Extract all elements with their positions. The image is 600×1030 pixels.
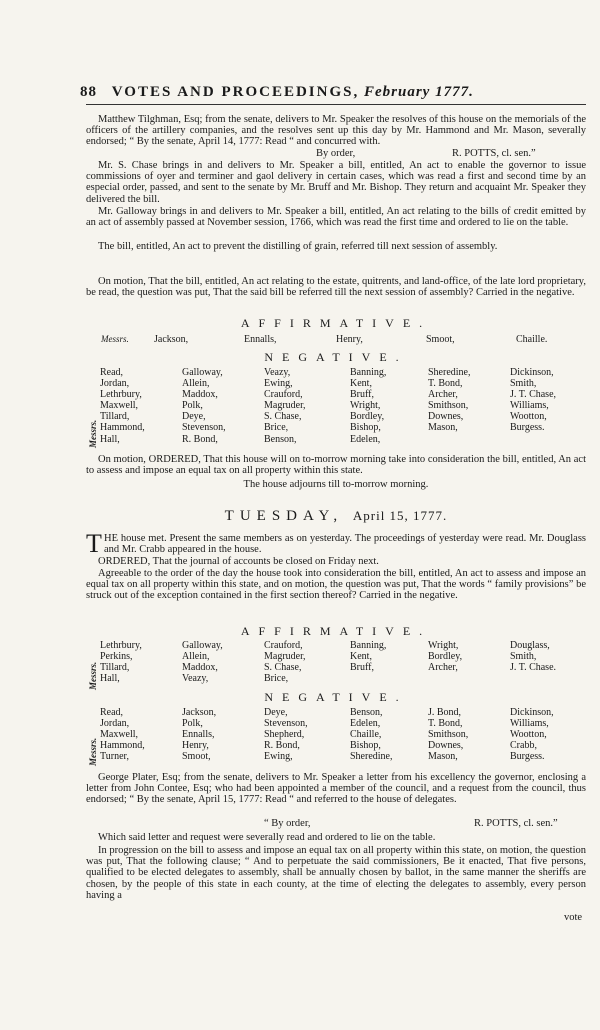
name: J. Bond,: [428, 707, 462, 718]
drop-cap: T: [86, 529, 102, 558]
name: Galloway,: [182, 640, 223, 651]
name: Crabb,: [510, 740, 537, 752]
name: Perkins,: [100, 651, 133, 663]
ordered-text: That this house will on to-morrow morning take into consideration the bill, entitled, An act to assess and impose an equal tax on all property within this state.: [86, 454, 587, 477]
negative-heading: NEGATIVE.: [264, 350, 408, 364]
name: Jackson,: [154, 334, 189, 345]
paragraph-tilghman: Matthew Tilghman, Esq; from the senate, delivers to Mr. Speaker the resolves of this house on the memorials of the officers of the artillery companies, and the resolves sent up this day by Mr. Hammond and Mr. Mason, severally endorsed; “ By the senate, April 14, 1777: Read “ and concurred with.: [86, 114, 586, 148]
name: Hall,: [100, 433, 120, 445]
name-column: [100, 367, 145, 445]
header-rule: [86, 104, 586, 105]
name: Burgess.: [510, 422, 545, 434]
motion-lead: On motion,: [98, 454, 146, 465]
name-column: [100, 707, 145, 762]
running-title: VOTES AND PROCEEDINGS,: [111, 84, 360, 100]
name: Smithson,: [428, 729, 469, 741]
name: Turner,: [100, 751, 129, 763]
name: T. Bond,: [428, 378, 463, 390]
paragraph-distilling: The bill, entitled, An act to prevent the distilling of grain, referred till next session of assembly.: [98, 241, 498, 252]
name: Banning,: [350, 640, 387, 651]
name: Polk,: [182, 400, 203, 412]
name: Ennalls,: [182, 729, 215, 741]
name: Tillard,: [100, 411, 130, 423]
name: Burgess.: [510, 751, 545, 763]
name: Williams,: [510, 400, 549, 412]
vote1-affirmative-row: [86, 334, 586, 346]
ordered-text: That the journal of accounts be closed on Friday next.: [152, 556, 379, 567]
name: J. T. Chase,: [510, 389, 557, 401]
name: Banning,: [350, 367, 387, 378]
name: Jordan,: [100, 718, 130, 730]
page-number: 88: [80, 84, 97, 100]
name: Ewing,: [264, 751, 293, 763]
name: Williams,: [510, 718, 549, 730]
paragraph-galloway-bill: Mr. Galloway brings in and delivers to Mr. Speaker a bill, entitled, An act relating to the bills of credit emitted by an act of assembly passed at November session, 1766, which was read the first time and ordered to lie on the table.: [86, 206, 586, 229]
day-name: TUESDAY,: [224, 508, 344, 524]
name-column: [510, 640, 556, 673]
day-date: April 15, 1777.: [352, 508, 448, 523]
name: Chaille,: [350, 729, 382, 741]
name: Mason,: [428, 751, 458, 763]
name: Archer,: [428, 389, 458, 401]
name: Maddox,: [182, 389, 218, 401]
name-column: [428, 707, 468, 762]
paragraph-ordered-consideration: [86, 454, 586, 476]
paragraph-order-of-day: Agreeable to the order of the day the house took into consideration the bill, entitled, An act to assess and impose an equal tax on all property within this state, and on motion, the question was put, That the words “ family provisions” be struck out of the exception contained in the first section thereof? Carried in the negative.: [86, 568, 586, 602]
name: Lethrbury,: [100, 640, 142, 651]
signature-by-order-2: “ By order,: [264, 818, 311, 829]
name: Kent,: [350, 651, 372, 663]
name-column: [510, 707, 554, 762]
name: Polk,: [182, 718, 203, 730]
name: Magruder,: [264, 400, 306, 412]
running-date: February 1777.: [364, 84, 474, 100]
vote2-negative-grid: [86, 707, 586, 765]
name-column: [350, 367, 386, 445]
name: Bordley,: [428, 651, 463, 663]
adjourn-line: The house adjourns till to-morrow morning.: [243, 479, 429, 490]
ordered-label: ORDERED,: [98, 556, 151, 567]
name: Crauford,: [264, 389, 303, 401]
name: Benson,: [264, 433, 297, 445]
name: Brice,: [264, 673, 289, 685]
name: Dickinson,: [510, 367, 554, 378]
name: Bordley,: [350, 411, 385, 423]
name: Shepherd,: [264, 729, 305, 741]
name-column: [428, 367, 471, 434]
name: J. T. Chase.: [510, 662, 557, 674]
name: Crauford,: [264, 640, 303, 651]
name: Maddox,: [182, 662, 218, 674]
name-column: [182, 640, 223, 684]
name-column: [510, 367, 556, 434]
name: Douglass,: [510, 640, 550, 651]
name: Henry,: [336, 334, 363, 345]
name: Wright,: [428, 640, 459, 651]
affirmative-heading: AFFIRMATIVE.: [240, 316, 432, 330]
name: Benson,: [350, 707, 383, 718]
name: Smith,: [510, 378, 537, 390]
name: T. Bond,: [428, 718, 463, 730]
name-column: [350, 640, 386, 673]
name: Lethrbury,: [100, 389, 142, 401]
name: Jackson,: [182, 707, 217, 718]
name-column: [264, 707, 308, 762]
name: Maxwell,: [100, 729, 139, 741]
paragraph-plater-letter: George Plater, Esq; from the senate, delivers to Mr. Speaker a letter from his excellency the governor, enclosing a letter from John Contee, Esq; who had been appointed a member of the council, and a request from the council, thus endorsed; “ By the senate, April 15, 1777: Read “ and referred to the house of delegates.: [86, 772, 586, 806]
name: Wootton,: [510, 729, 547, 741]
name: Veazy,: [264, 367, 291, 378]
signature-potts: R. POTTS, cl. sen.”: [452, 148, 536, 159]
name-column: [428, 640, 462, 673]
paragraph-motion-estate: On motion, That the bill, entitled, An act relating to the estate, quitrents, and land-office, of the late lord proprietary, be read, the question was put, That the said bill be referred till the next session of assembly? Carried in the negative.: [86, 276, 586, 299]
vote1-negative-grid: [86, 367, 586, 447]
name: Tillard,: [100, 662, 130, 674]
ordered-label: ORDERED,: [148, 454, 201, 465]
name: Allein,: [182, 378, 210, 390]
name: Read,: [100, 367, 124, 378]
name: Sheredine,: [350, 751, 393, 763]
name: Brice,: [264, 422, 289, 434]
paragraph-house-met: HE house met. Present the same members as on yesterday. The proceedings of yesterday were read. Mr. Douglass and Mr. Crabb appeared in the house.: [104, 533, 586, 556]
name: Ewing,: [264, 378, 293, 390]
name: Sheredine,: [428, 367, 471, 378]
name: Magruder,: [264, 651, 306, 663]
name-column: [264, 640, 306, 684]
name: Hammond,: [100, 740, 145, 752]
name-column: [182, 707, 216, 762]
name: Smoot,: [426, 334, 455, 345]
name: Stevenson,: [182, 422, 226, 434]
name: Archer,: [428, 662, 458, 674]
catchword: vote: [564, 912, 583, 923]
name: Bishop,: [350, 740, 381, 752]
name: Hall,: [100, 673, 120, 685]
name: Mason,: [428, 422, 458, 434]
name: Read,: [100, 707, 124, 718]
messrs-label: Messrs.: [101, 334, 129, 344]
name: Bishop,: [350, 422, 381, 434]
name: Wright,: [350, 400, 381, 412]
name: Deye,: [182, 411, 206, 423]
name: S. Chase,: [264, 411, 302, 423]
signature-by-order: By order,: [316, 148, 356, 159]
affirmative-heading-2: AFFIRMATIVE.: [240, 624, 432, 638]
name: R. Bond,: [182, 433, 218, 445]
name: Chaille.: [516, 334, 548, 345]
day-heading: [86, 508, 586, 525]
messrs-side-label-3: Messrs.: [88, 737, 98, 766]
name: Allein,: [182, 651, 210, 663]
name-column: [100, 640, 142, 684]
name: Jordan,: [100, 378, 130, 390]
name-column: [264, 367, 306, 445]
name: Edelen,: [350, 433, 381, 445]
name: Ennalls,: [244, 334, 277, 345]
name: Wootton,: [510, 411, 547, 423]
negative-heading-2: NEGATIVE.: [264, 690, 408, 704]
name: Stevenson,: [264, 718, 308, 730]
messrs-side-label: Messrs.: [88, 419, 98, 448]
paragraph-ordered-journal: [86, 556, 586, 567]
name: Hammond,: [100, 422, 145, 434]
messrs-side-label-2: Messrs.: [88, 661, 98, 690]
name: Smoot,: [182, 751, 211, 763]
name: Veazy,: [182, 673, 209, 685]
name: Deye,: [264, 707, 288, 718]
name-column: [182, 367, 226, 445]
name: Downes,: [428, 411, 464, 423]
name: R. Bond,: [264, 740, 300, 752]
name: Edelen,: [350, 718, 381, 730]
paragraph-chase-bill: Mr. S. Chase brings in and delivers to Mr. Speaker a bill, entitled, An act to enable the governor to issue commissions of oyer and terminer and gaol delivery in certain cases, which was read a first and second time by an especial order, passed, and sent to the senate by Mr. Bruff and Mr. Bishop. They return and acquaint Mr. Speaker they delivered the bill.: [86, 160, 586, 205]
name: Bruff,: [350, 389, 374, 401]
paragraph-letter-read: Which said letter and request were severally read and ordered to lie on the table.: [98, 832, 436, 843]
name: Bruff,: [350, 662, 374, 674]
name-column: [350, 707, 393, 762]
name: Dickinson,: [510, 707, 554, 718]
name: Smith,: [510, 651, 537, 663]
name: Smithson,: [428, 400, 469, 412]
name: Downes,: [428, 740, 464, 752]
paragraph-progression: In progression on the bill to assess and impose an equal tax on all property within this state, on motion, the question was put, That the following clause; “ And to perpetuate the said commissioners, Be it enacted, That five persons, qualified to be elected delegates to assembly, shall be annually chosen by ballot, in the same manner the sheriffs are chosen, by the people of this state in each county, at the time of electing the delegates to assembly, every person having a: [86, 845, 586, 901]
name: S. Chase,: [264, 662, 302, 674]
page-header: [80, 84, 550, 101]
signature-potts-2: R. POTTS, cl. sen.”: [474, 818, 558, 829]
name: Kent,: [350, 378, 372, 390]
name: Galloway,: [182, 367, 223, 378]
name: Maxwell,: [100, 400, 139, 412]
vote2-affirmative-grid: [86, 640, 586, 688]
name: Henry,: [182, 740, 209, 752]
